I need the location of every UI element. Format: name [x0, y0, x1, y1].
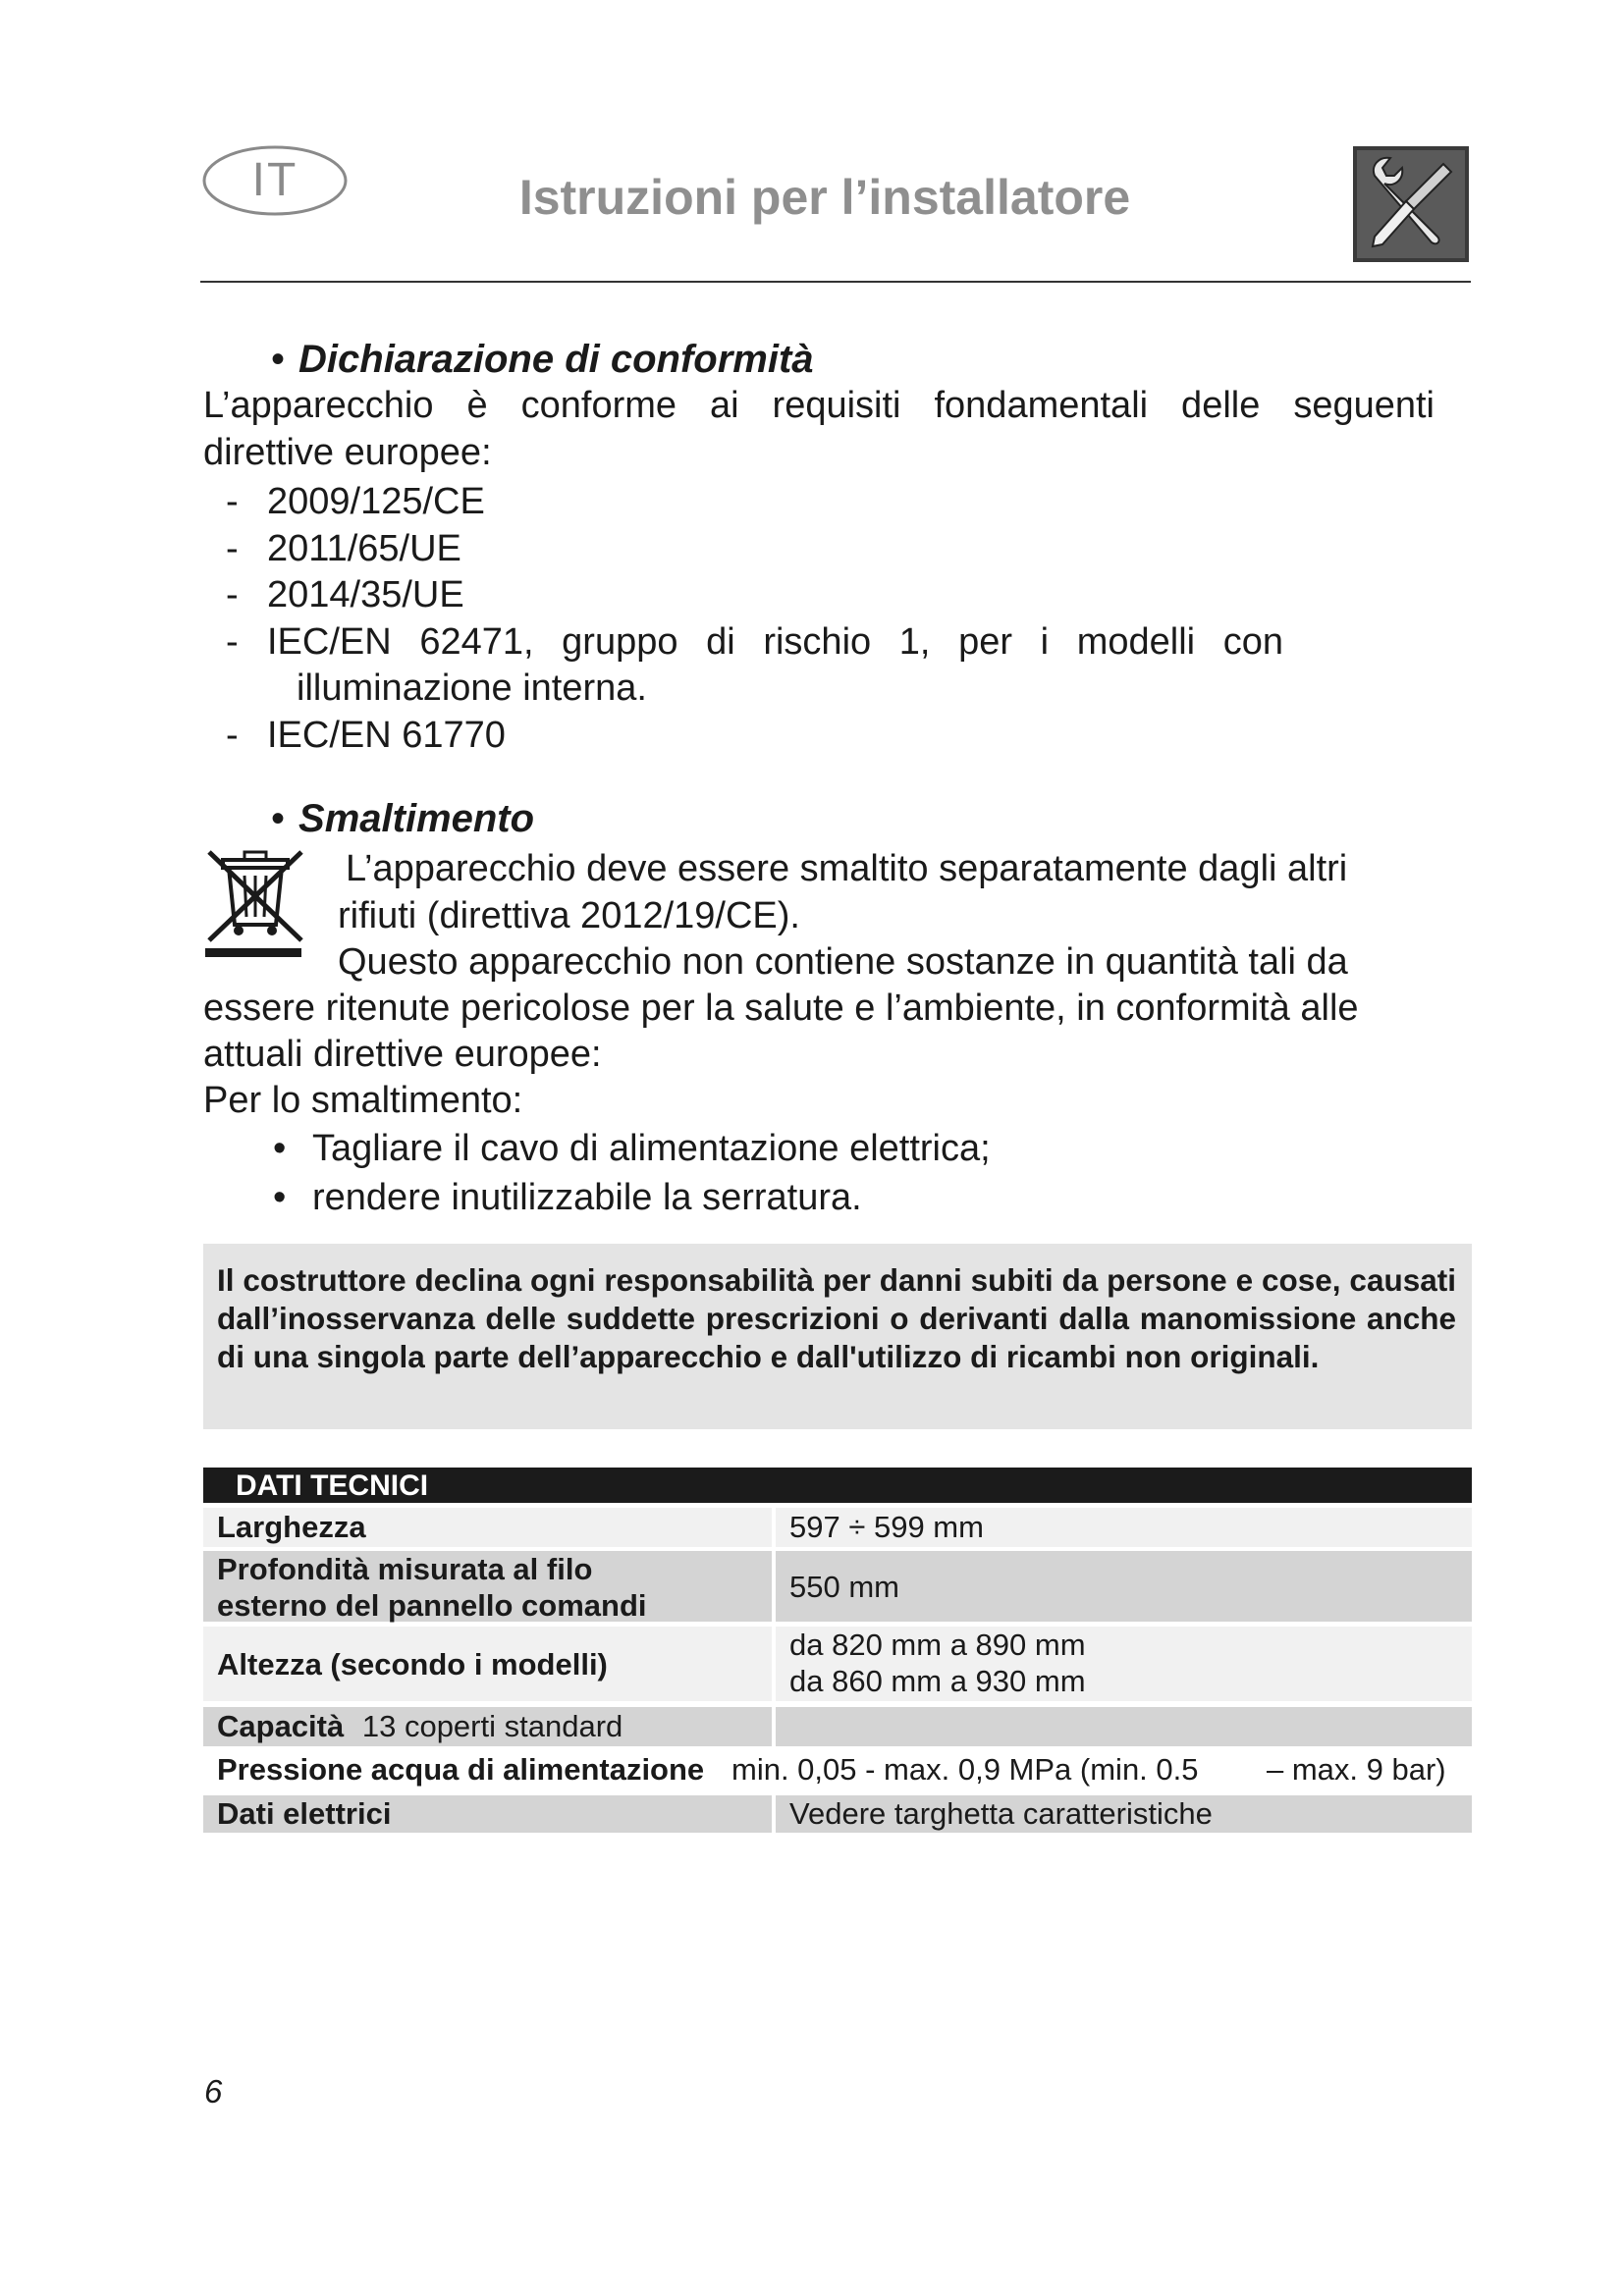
language-badge	[201, 144, 349, 217]
spec-value-electrical: Vedere targhetta caratteristiche	[776, 1795, 1472, 1833]
disposal-line3: Questo apparecchio non contiene sostanze in quantità tali da	[338, 941, 1348, 983]
spec-label-capacity	[203, 1707, 772, 1746]
spec-label-height-text: Altezza (secondo i modelli)	[217, 1646, 608, 1682]
page-number: 6	[204, 2073, 223, 2109]
crossed-bin-icon	[201, 846, 309, 959]
spec-value-height-line2: da 860 mm a 930 mm	[789, 1664, 1086, 1698]
spec-table-header	[203, 1468, 1472, 1503]
list-item: - 2011/65/UE	[226, 527, 461, 569]
conformity-intro-line2: direttive europee:	[203, 432, 492, 473]
spec-value-width: 597 ÷ 599 mm	[776, 1508, 1472, 1547]
disposal-steps	[273, 1124, 991, 1222]
spec-label-depth	[203, 1551, 772, 1622]
conformity-intro-line1: L’apparecchio è conforme ai requisiti fondamentali delle seguenti	[203, 385, 1435, 426]
disposal-line4: essere ritenute pericolose per la salute e l’ambiente, in conformità alle	[203, 988, 1359, 1029]
spec-label-width: Larghezza	[203, 1508, 772, 1547]
spec-value-pressure-part2: – max. 9 bar)	[1267, 1752, 1446, 1787]
liability-warning-text: Il costruttore declina ogni responsabilità per danni subiti da persone e cose, causati dall’inosservanza delle suddette prescrizioni o derivanti dalla manomissione anche di una singola parte dell’apparecchio e dall'utilizzo di ricambi non originali.	[217, 1262, 1456, 1374]
list-item-continuation: illuminazione interna.	[297, 667, 647, 709]
spec-label-depth-line2: esterno del pannello comandi	[217, 1588, 647, 1623]
spec-label-height	[203, 1627, 772, 1701]
list-item: • Tagliare il cavo di alimentazione elettrica;	[273, 1128, 991, 1169]
disposal-line5: attuali direttive europee:	[203, 1034, 602, 1075]
list-item: - IEC/EN 62471, gruppo di rischio 1, per i modelli con	[226, 620, 1283, 663]
liability-warning-box	[203, 1244, 1472, 1429]
disposal-line1: L’apparecchio deve essere smaltito separatamente dagli altri	[346, 848, 1348, 889]
list-item: - 2009/125/CE	[226, 481, 485, 522]
spec-table-title: DATI TECNICI	[236, 1469, 429, 1502]
disposal-line6: Per lo smaltimento:	[203, 1080, 523, 1121]
language-code: IT	[251, 154, 298, 206]
spec-value-height-line1: da 820 mm a 890 mm	[789, 1628, 1086, 1662]
spec-value-depth-text: 550 mm	[789, 1569, 899, 1604]
list-item: - IEC/EN 61770	[226, 714, 506, 756]
spec-label-pressure: Pressione acqua di alimentazione	[217, 1752, 705, 1787]
spec-label-electrical: Dati elettrici	[203, 1795, 772, 1833]
disposal-line2: rifiuti (direttiva 2012/19/CE).	[338, 895, 800, 936]
list-item: • rendere inutilizzabile la serratura.	[273, 1177, 862, 1218]
spec-label-depth-line1: Profondità misurata al filo	[217, 1552, 593, 1586]
header-divider	[200, 281, 1471, 283]
spec-value-pressure-part1: min. 0,05 - max. 0,9 MPa (min. 0.5	[731, 1752, 1199, 1787]
spec-value-capacity: 13 coperti standard	[361, 1709, 623, 1743]
directive-list	[226, 479, 1306, 759]
spec-value-height	[776, 1627, 1472, 1701]
spec-value-capacity-cell	[776, 1707, 1472, 1746]
spec-value-depth	[776, 1551, 1472, 1622]
list-item: - 2014/35/UE	[226, 574, 464, 615]
disposal-section-title: • Smaltimento	[271, 797, 535, 840]
conformity-section-title: • Dichiarazione di conformità	[271, 338, 814, 381]
page-title: Istruzioni per l’installatore	[518, 170, 1131, 225]
spec-label-capacity-text: Capacità	[217, 1709, 345, 1743]
tools-icon	[1353, 146, 1469, 262]
